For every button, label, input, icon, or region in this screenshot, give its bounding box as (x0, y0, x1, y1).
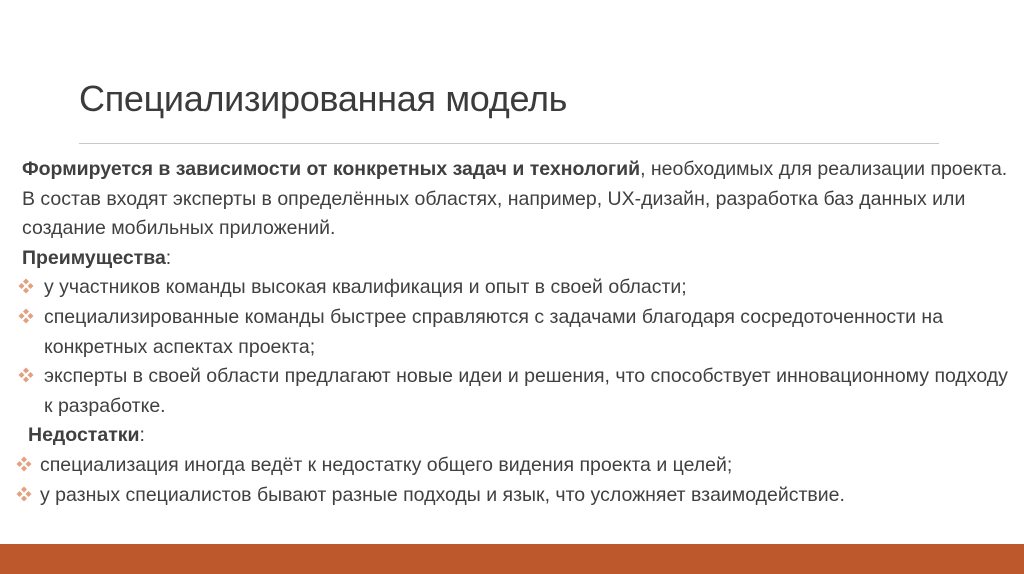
diamond-bullet-icon (18, 308, 34, 324)
diamond-bullet-icon (18, 278, 34, 294)
intro-bold-text: Формируется в зависимости от конкретных задач и технологий (22, 158, 641, 180)
diamond-bullet-icon (16, 456, 32, 472)
slide-title: Специализированная модель (79, 78, 568, 119)
intro-paragraph (14, 155, 1014, 244)
disadvantage-text: у разных специалистов бывают разные подходы и язык, что усложняет взаимодействие. (40, 483, 845, 506)
advantages-heading-suffix: : (165, 246, 172, 269)
advantage-text: специализированные команды быстрее справляются с задачами благодаря сосредоточенности на конкретных аспектах проекта; (44, 305, 944, 358)
disadvantages-heading (14, 421, 1014, 451)
disadvantage-item (14, 481, 1014, 511)
disadvantage-text: специализация иногда ведёт к недостатку общего видения проекта и целей; (40, 453, 733, 476)
intro-text: , необходимых для реализации проекта. В состав входят эксперты в определённых областях, например, UX-дизайн, разработка баз данных или создание мобильных приложений. (22, 158, 1008, 240)
disadvantages-heading-label: Недостатки (28, 424, 140, 447)
advantages-heading (14, 244, 1014, 274)
advantages-heading-label: Преимущества (22, 246, 166, 269)
slide-body (14, 155, 1014, 510)
advantage-text: у участников команды высокая квалификация и опыт в своей области; (44, 276, 687, 299)
title-divider (79, 143, 939, 144)
advantage-item (14, 273, 1014, 303)
advantage-item (14, 303, 1014, 362)
disadvantages-heading-suffix: : (139, 424, 145, 447)
advantage-text: эксперты в своей области предлагают новые идеи и решения, что способствует инновационному подходу к разработке. (44, 365, 1008, 417)
diamond-bullet-icon (16, 486, 32, 502)
diamond-bullet-icon (18, 367, 34, 383)
disadvantage-item (14, 451, 1014, 481)
footer-accent-bar (0, 544, 1024, 574)
advantage-item (14, 362, 1014, 421)
